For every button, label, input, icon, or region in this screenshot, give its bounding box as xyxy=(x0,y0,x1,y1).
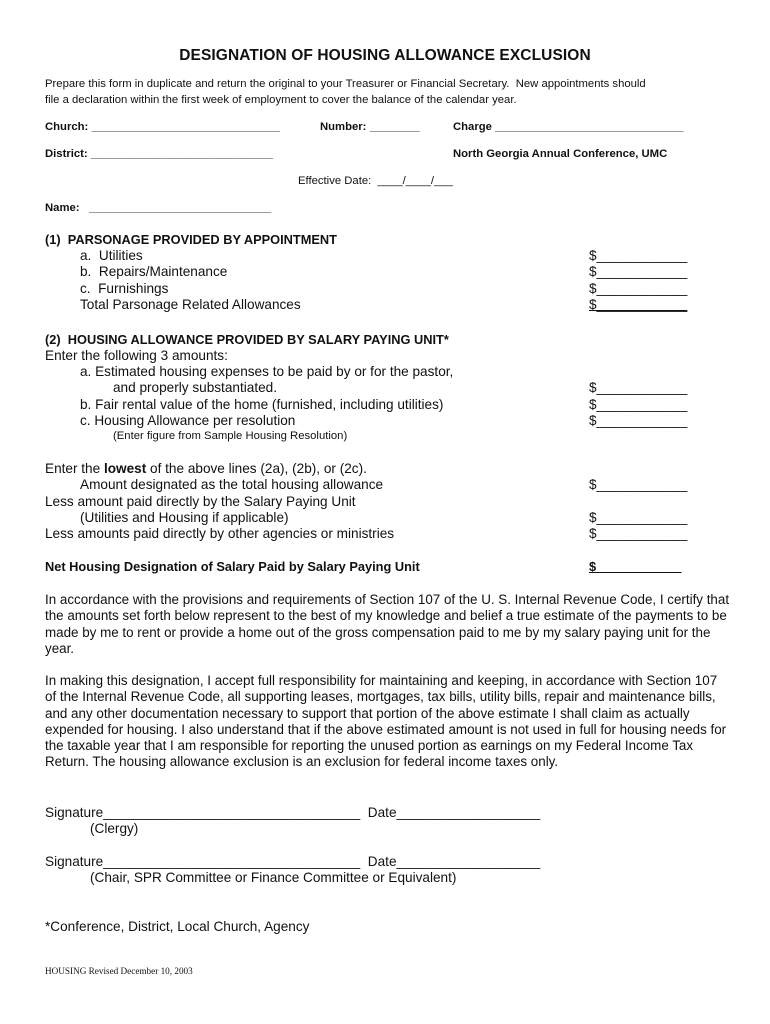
clergy-role-label: (Clergy) xyxy=(90,821,139,836)
number-field[interactable]: Number: ________ xyxy=(320,121,420,133)
district-field[interactable]: District: _____________________________ xyxy=(45,148,274,160)
housing-allowance-label: c. Housing Allowance per resolution xyxy=(80,413,296,428)
estimated-expenses-label-cont: and properly substantiated. xyxy=(113,380,277,395)
fair-rental-amount[interactable]: $____________ xyxy=(589,397,688,412)
paid-by-unit-label: Less amount paid directly by the Salary Paying Unit xyxy=(45,494,356,509)
intro-line-1: Prepare this form in duplicate and return the original to your Treasurer or Financial Secretary. New appointments should xyxy=(45,78,646,90)
section2-heading: (2) HOUSING ALLOWANCE PROVIDED BY SALARY PAYING UNIT* xyxy=(45,332,449,347)
other-agencies-amount[interactable]: $____________ xyxy=(589,526,688,541)
total-parsonage-amount[interactable]: $____________ xyxy=(589,297,688,312)
fair-rental-label: b. Fair rental value of the home (furnished, including utilities) xyxy=(80,397,444,412)
name-field[interactable]: Name: _____________________________ xyxy=(45,202,272,214)
committee-role-label: (Chair, SPR Committee or Finance Committee or Equivalent) xyxy=(90,870,457,885)
effective-date-field[interactable]: Effective Date: ____/____/___ xyxy=(298,175,453,187)
total-designated-label: Amount designated as the total housing allowance xyxy=(80,477,384,492)
charge-field[interactable]: Charge ______________________________ xyxy=(453,121,684,133)
clergy-signature-line[interactable]: Signature__________________________________ Date___________________ xyxy=(45,805,541,820)
revision-note: HOUSING Revised December 10, 2003 xyxy=(45,966,193,976)
responsibility-paragraph: In making this designation, I accept full responsibility for maintaining and keeping, in accordance with Section 107 of the Internal Revenue Code, all supporting leases, mortgages, tax bills, utility bills, repair and maintenance bills, and any other documentation necessary to support that portion of the above estimate I shall claim as actually expended for housing. I also understand that if the above estimated amount is not used in full for housing needs for the taxable year that I am responsible for reporting the unused portion as earnings on my Federal Income Tax Return. The housing allowance exclusion is an exclusion for federal income taxes only. xyxy=(45,673,727,770)
certification-paragraph: In accordance with the provisions and requirements of Section 107 of the U. S. Internal Revenue Code, I certify that the amounts set forth below represent to the best of my knowledge and belief a true estimate of the payments to be made by me to rent or provide a home out of the gross compensation paid to me by my salary paying unit for the year. xyxy=(45,592,730,656)
housing-resolution-note: (Enter figure from Sample Housing Resolution) xyxy=(113,430,348,442)
repairs-label: b. Repairs/Maintenance xyxy=(80,264,228,279)
furnishings-amount[interactable]: $____________ xyxy=(589,281,688,296)
estimated-expenses-label: a. Estimated housing expenses to be paid by or for the pastor, xyxy=(80,364,454,379)
paid-by-unit-amount[interactable]: $____________ xyxy=(589,510,688,525)
estimated-expenses-amount[interactable]: $____________ xyxy=(589,380,688,395)
total-parsonage-label: Total Parsonage Related Allowances xyxy=(80,297,301,312)
form-title: DESIGNATION OF HOUSING ALLOWANCE EXCLUSION xyxy=(179,47,591,64)
utilities-housing-note: (Utilities and Housing if applicable) xyxy=(80,510,289,525)
utilities-amount[interactable]: $____________ xyxy=(589,248,688,263)
section1-heading: (1) PARSONAGE PROVIDED BY APPOINTMENT xyxy=(45,232,337,247)
housing-allowance-amount[interactable]: $____________ xyxy=(589,413,688,428)
net-designation-label: Net Housing Designation of Salary Paid by Salary Paying Unit xyxy=(45,559,420,574)
total-designated-amount[interactable]: $____________ xyxy=(589,477,688,492)
church-field[interactable]: Church: ______________________________ xyxy=(45,121,280,133)
lowest-instruction: Enter the lowest of the above lines (2a), (2b), or (2c). xyxy=(45,461,367,476)
other-agencies-label: Less amounts paid directly by other agencies or ministries xyxy=(45,526,395,541)
committee-signature-line[interactable]: Signature__________________________________ Date___________________ xyxy=(45,854,541,869)
conference-label: North Georgia Annual Conference, UMC xyxy=(453,148,668,160)
repairs-amount[interactable]: $____________ xyxy=(589,264,688,279)
intro-line-2: file a declaration within the first week of employment to cover the balance of the calendar year. xyxy=(45,94,517,106)
furnishings-label: c. Furnishings xyxy=(80,281,169,296)
footnote: *Conference, District, Local Church, Agency xyxy=(45,919,310,934)
section2-instruction: Enter the following 3 amounts: xyxy=(45,348,228,363)
net-designation-amount[interactable]: $____________ xyxy=(589,559,682,574)
utilities-label: a. Utilities xyxy=(80,248,143,263)
